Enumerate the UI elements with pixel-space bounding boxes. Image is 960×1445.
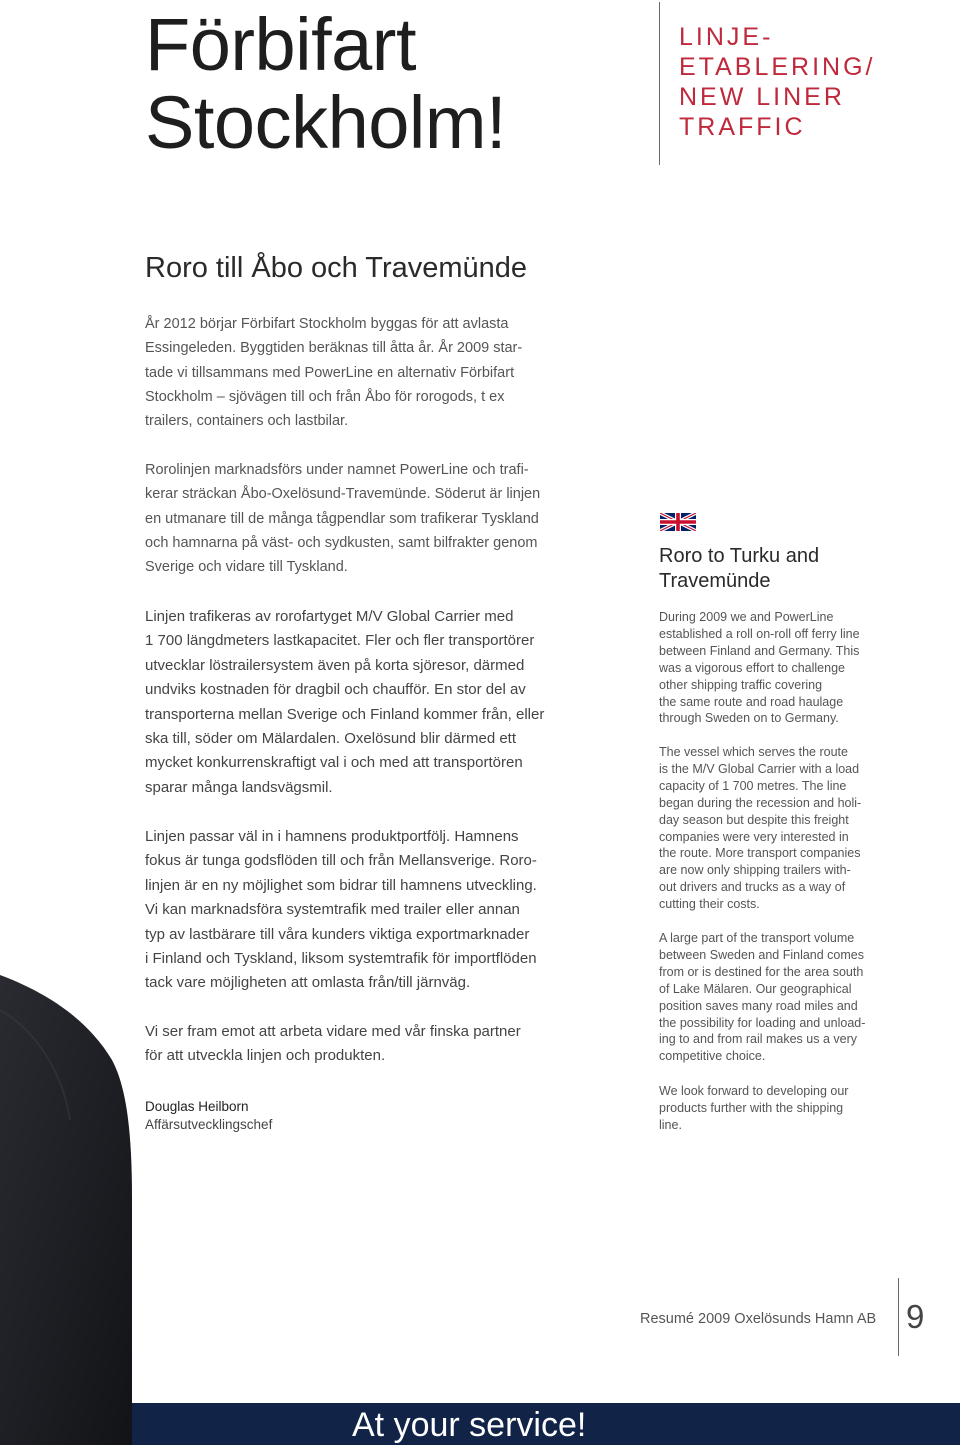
swedish-paragraph-3: [145, 605, 575, 800]
text-line: companies were very interested in: [659, 829, 849, 844]
text-line: tack vare möjligheten att omlasta från/till järnväg.: [145, 974, 471, 992]
swedish-paragraph-4: [145, 825, 575, 996]
footer-divider: [898, 1278, 899, 1356]
text-line: ska till, söder om Mälardalen. Oxelösund blir därmed ett: [145, 730, 517, 748]
section-label: [679, 22, 939, 142]
text-line: out drivers and trucks as a way of: [659, 880, 846, 895]
text-line: The vessel which serves the route: [659, 745, 848, 759]
swedish-paragraph-1: [145, 312, 575, 433]
text-line: mycket konkurrenskraftigt val i och med att transportören: [145, 754, 523, 772]
text-line: Vi kan marknadsföra systemtrafik med trailer eller annan: [145, 901, 520, 919]
section-label-line-3: NEW LINER: [679, 83, 845, 111]
text-line: 1 700 längdmeters lastkapacitet. Fler och fler transportörer: [145, 632, 535, 650]
text-line: Essingeleden. Byggtiden beräknas till åtta år. År 2009 star-: [145, 340, 523, 357]
english-heading-line-1: Roro to Turku and: [659, 545, 820, 567]
text-line: of Lake Mälaren. Our geographical: [659, 981, 852, 996]
section-label-line-1: LINJE-: [679, 23, 774, 51]
section-label-line-2: ETABLERING/: [679, 53, 876, 81]
text-line: established a roll on-roll off ferry line: [659, 626, 860, 641]
text-line: Stockholm – sjövägen till och från Åbo för rorogods, t ex: [145, 388, 505, 405]
text-line: typ av lastbärare till våra kunders viktiga exportmarknader: [145, 925, 530, 943]
swedish-heading: Roro till Åbo och Travemünde: [145, 252, 528, 284]
main-title: [145, 3, 507, 164]
text-line: are now only shipping trailers with-: [659, 863, 851, 878]
english-paragraph-2: [659, 744, 889, 913]
text-line: trailers, containers och lastbilar.: [145, 413, 349, 430]
text-line: through Sweden on to Germany.: [659, 711, 839, 726]
text-line: för att utveckla linjen och produkten.: [145, 1047, 386, 1065]
text-line: År 2012 börjar Förbifart Stockholm byggas för att avlasta: [145, 316, 509, 332]
english-paragraph-3: [659, 930, 889, 1065]
text-line: undviks kostnaden för dragbil och chaufför. En stor del av: [145, 681, 526, 699]
text-line: A large part of the transport volume: [659, 931, 855, 945]
text-line: other shipping traffic covering: [659, 677, 823, 692]
page-number: 9: [906, 1298, 925, 1335]
english-heading-line-2: Travemünde: [659, 570, 771, 592]
text-line: the route. More transport companies: [659, 846, 861, 861]
text-line: ing to and from rail makes us a very: [659, 1032, 857, 1047]
text-line: from or is destined for the area south: [659, 964, 864, 979]
text-line: is the M/V Global Carrier with a load: [659, 761, 860, 776]
text-line: We look forward to developing our: [659, 1084, 849, 1098]
text-line: day season but despite this freight: [659, 812, 849, 827]
text-line: cutting their costs.: [659, 897, 760, 912]
signature-name: Douglas Heilborn: [145, 1099, 249, 1114]
text-line: During 2009 we and PowerLine: [659, 610, 834, 624]
text-line: linjen är en ny möjlighet som bidrar till hamnens utveckling.: [145, 876, 537, 894]
text-line: fokus är tunga godsflöden till och från Mellansverige. Roro-: [145, 852, 537, 870]
text-line: Vi ser fram emot att arbeta vidare med vår finska partner: [145, 1023, 521, 1040]
text-line: between Sweden and Finland comes: [659, 947, 864, 962]
swedish-paragraph-5: [145, 1020, 575, 1069]
uk-flag-icon: [660, 513, 696, 531]
text-line: line.: [659, 1117, 682, 1132]
section-label-line-4: TRAFFIC: [679, 113, 806, 141]
text-line: utvecklar löstrailersystem även på korta sjöresor, därmed: [145, 656, 525, 674]
text-line: the same route and road haulage: [659, 694, 844, 709]
text-line: transporterna mellan Sverige och Finland kommer från, eller: [145, 705, 545, 723]
main-title-line-2: Stockholm!: [145, 81, 507, 164]
text-line: en utmanare till de många tågpendlar som trafikerar Tyskland: [145, 510, 539, 527]
text-line: Linjen trafikeras av rorofartyget M/V Global Carrier med: [145, 608, 514, 625]
swedish-paragraph-2: [145, 458, 575, 579]
text-line: the possibility for loading and unload-: [659, 1015, 866, 1030]
text-line: Sverige och vidare till Tyskland.: [145, 559, 348, 576]
service-banner-text: At your service!: [352, 1406, 587, 1444]
text-line: began during the recession and holi-: [659, 795, 862, 810]
text-line: och hamnarna på väst- och sydkusten, samt bilfrakter genom: [145, 534, 538, 551]
footer-text: Resumé 2009 Oxelösunds Hamn AB: [640, 1311, 877, 1327]
header-divider: [659, 2, 660, 165]
text-line: tade vi tillsammans med PowerLine en alternativ Förbifart: [145, 364, 515, 381]
main-title-line-1: Förbifart: [145, 3, 417, 86]
text-line: Linjen passar väl in i hamnens produktportfölj. Hamnens: [145, 828, 519, 845]
text-line: Rorolinjen marknadsförs under namnet PowerLine och trafi-: [145, 462, 529, 478]
text-line: competitive choice.: [659, 1049, 766, 1064]
english-paragraph-4: [659, 1083, 889, 1134]
text-line: sparar många landsvägsmil.: [145, 778, 333, 796]
signature-role: Affärsutvecklingschef: [145, 1117, 273, 1132]
text-line: i Finland och Tyskland, liksom systemtrafik för importflöden: [145, 950, 537, 968]
text-line: capacity of 1 700 metres. The line: [659, 778, 847, 793]
english-heading: [659, 544, 919, 594]
text-line: position saves many road miles and: [659, 998, 858, 1013]
text-line: products further with the shipping: [659, 1100, 844, 1115]
text-line: was a vigorous effort to challenge: [659, 660, 845, 675]
text-line: between Finland and Germany. This: [659, 643, 860, 658]
english-paragraph-1: [659, 609, 889, 727]
text-line: kerar sträckan Åbo-Oxelösund-Travemünde. Söderut är linjen: [145, 486, 541, 503]
